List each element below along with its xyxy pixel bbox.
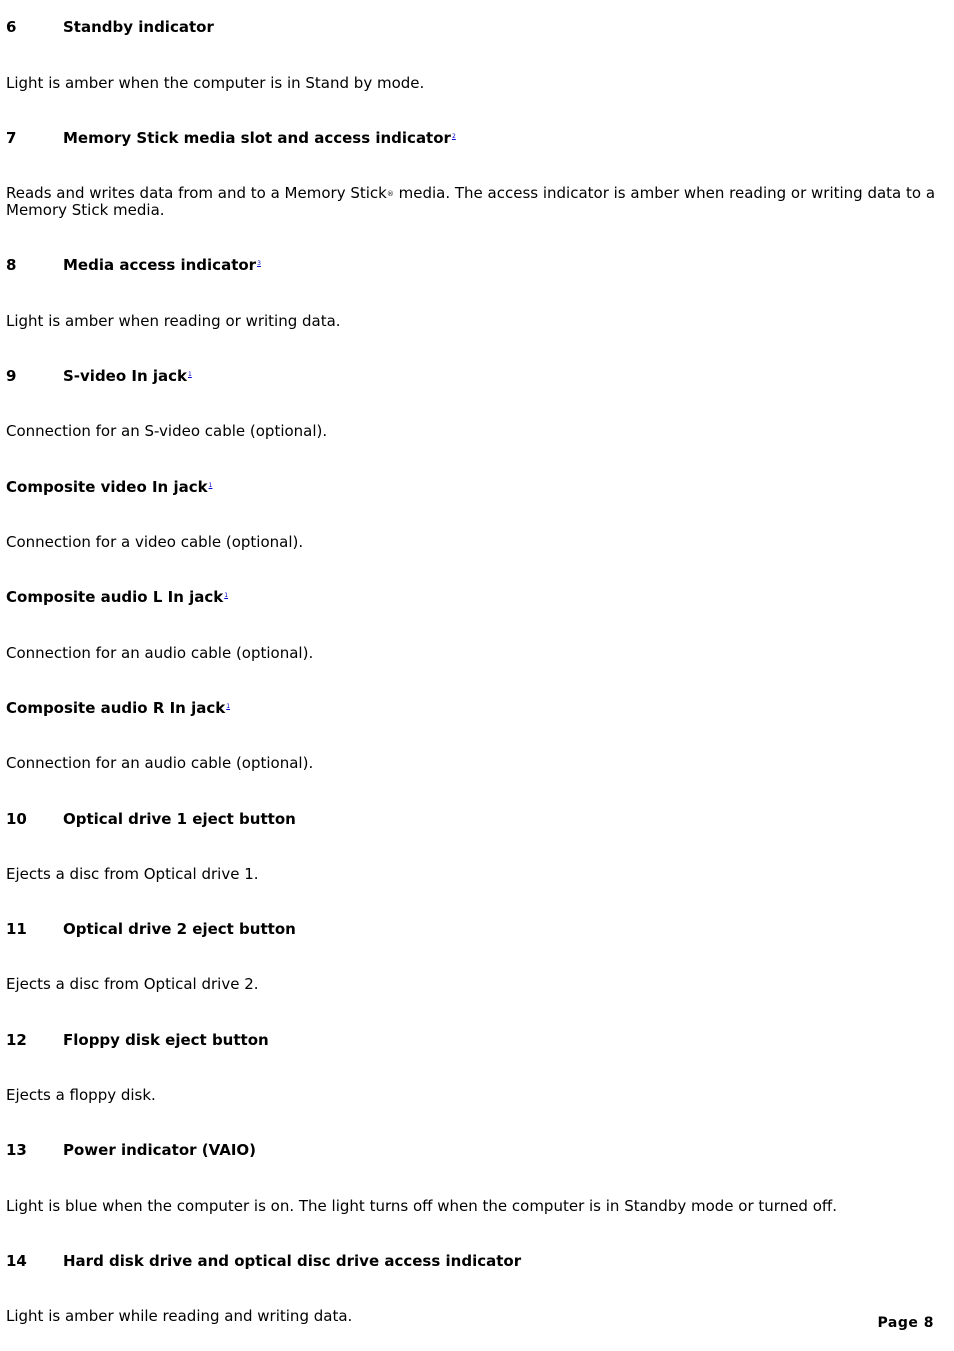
item-heading-composite-video — [6, 479, 944, 496]
item-description: Light is amber while reading and writing data. — [6, 1307, 353, 1325]
item-number: 11 — [6, 920, 27, 938]
item-title: Media access indicator — [63, 256, 257, 274]
item-description: Connection for a video cable (optional). — [6, 533, 304, 551]
description-text: Reads and writes data from and to a Memory Stick — [6, 184, 387, 202]
item-number: 8 — [6, 256, 17, 274]
footnote-link[interactable]: 1 — [226, 703, 231, 710]
item-heading-10 — [6, 811, 944, 828]
item-number: 7 — [6, 129, 17, 147]
item-number: 9 — [6, 367, 17, 385]
item-heading-composite-audio-r — [6, 700, 944, 717]
description-text: media. The access indicator is amber when reading or writing data to a Memory Stick media. — [6, 184, 936, 219]
item-number: 10 — [6, 810, 27, 828]
item-heading-7 — [6, 130, 944, 147]
item-number: 12 — [6, 1031, 27, 1049]
footnote-link[interactable]: 3 — [257, 260, 261, 267]
item-heading-12 — [6, 1032, 944, 1049]
item-number: 13 — [6, 1141, 27, 1159]
item-description: Light is blue when the computer is on. The light turns off when the computer is in Standby mode or turned off. — [6, 1197, 837, 1215]
registered-mark: ® — [386, 190, 394, 198]
item-heading-6 — [6, 19, 944, 36]
item-number: 14 — [6, 1252, 27, 1270]
item-heading-composite-audio-l — [6, 589, 944, 606]
item-heading-9 — [6, 368, 944, 385]
item-title: Optical drive 2 eject button — [63, 920, 296, 938]
item-heading-13 — [6, 1142, 944, 1159]
footnote-link[interactable]: 1 — [224, 592, 229, 599]
item-description: Light is amber when the computer is in Stand by mode. — [6, 74, 425, 92]
item-title: Standby indicator — [63, 18, 214, 36]
item-description: Connection for an S-video cable (optional). — [6, 422, 328, 440]
item-title: S-video In jack — [63, 367, 187, 385]
item-title: Memory Stick media slot and access indicator — [63, 129, 451, 147]
item-number: 6 — [6, 18, 17, 36]
item-description: Ejects a disc from Optical drive 2. — [6, 975, 259, 993]
item-description: Light is amber when reading or writing data. — [6, 312, 341, 330]
item-title: Composite audio L In jack — [6, 588, 224, 606]
item-title: Power indicator (VAIO) — [63, 1141, 257, 1159]
item-heading-11 — [6, 921, 944, 938]
item-heading-8 — [6, 257, 944, 274]
item-description: Ejects a floppy disk. — [6, 1086, 156, 1104]
page-number: Page 8 — [877, 1315, 934, 1331]
item-title: Composite video In jack — [6, 478, 208, 496]
item-description: Connection for an audio cable (optional). — [6, 644, 314, 662]
footnote-link[interactable]: 2 — [451, 133, 456, 140]
footnote-link[interactable]: 1 — [208, 482, 213, 489]
item-description — [6, 185, 944, 219]
item-title: Floppy disk eject button — [63, 1031, 269, 1049]
item-title: Composite audio R In jack — [6, 699, 226, 717]
item-description: Connection for an audio cable (optional). — [6, 754, 314, 772]
item-description: Ejects a disc from Optical drive 1. — [6, 865, 259, 883]
item-title: Optical drive 1 eject button — [63, 810, 296, 828]
item-heading-14 — [6, 1253, 944, 1270]
footnote-link[interactable]: 1 — [188, 371, 192, 378]
item-title: Hard disk drive and optical disc drive access indicator — [63, 1252, 522, 1270]
